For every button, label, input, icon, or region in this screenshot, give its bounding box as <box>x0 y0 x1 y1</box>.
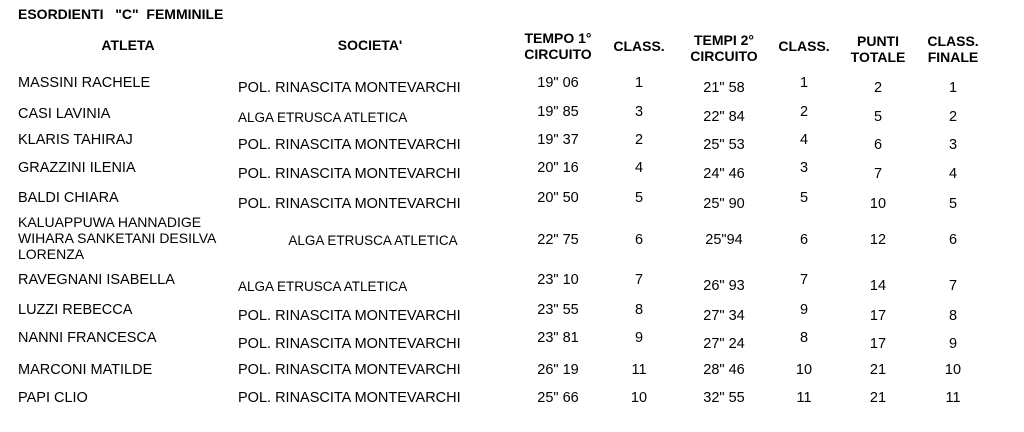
rank-circuit-2: 4 <box>799 132 809 148</box>
rank-circuit-2: 1 <box>799 75 809 91</box>
rank-circuit-2: 6 <box>799 232 809 248</box>
rank-circuit-1: 7 <box>634 272 644 288</box>
athlete-name: RAVEGNANI ISABELLA <box>18 272 175 288</box>
rank-circuit-2: 11 <box>796 390 812 406</box>
athlete-name: NANNI FRANCESCA <box>18 330 157 346</box>
total-points: 21 <box>869 390 887 406</box>
total-points: 12 <box>869 232 887 248</box>
rank-circuit-1: 3 <box>634 104 644 120</box>
athlete-name: LUZZI REBECCA <box>18 302 133 318</box>
total-points: 10 <box>869 196 887 212</box>
rank-circuit-2: 8 <box>799 330 809 346</box>
final-rank: 2 <box>948 109 958 125</box>
rank-circuit-2: 3 <box>799 160 809 176</box>
athlete-name: MASSINI RACHELE <box>18 75 151 91</box>
time-circuit-1: 20" 50 <box>537 190 579 206</box>
rank-circuit-1: 1 <box>634 75 644 91</box>
rank-circuit-2: 2 <box>799 104 809 120</box>
header-tempo1: TEMPO 1° CIRCUITO <box>524 30 592 62</box>
final-rank: 10 <box>944 362 962 378</box>
header-atleta: ATLETA <box>101 37 155 53</box>
rank-circuit-1: 10 <box>630 390 648 406</box>
rank-circuit-1: 6 <box>634 232 644 248</box>
time-circuit-1: 25" 66 <box>537 390 579 406</box>
society-name: ALGA ETRUSCA ATLETICA <box>288 233 458 248</box>
total-points: 17 <box>869 336 887 352</box>
athlete-name: CASI LAVINIA <box>18 106 111 122</box>
time-circuit-1: 23" 10 <box>537 272 579 288</box>
rank-circuit-2: 10 <box>795 362 813 378</box>
header-societa: SOCIETA' <box>337 37 403 53</box>
time-circuit-1: 22" 75 <box>537 232 579 248</box>
final-rank: 3 <box>948 137 958 153</box>
society-name: POL. RINASCITA MONTEVARCHI <box>238 336 461 352</box>
rank-circuit-2: 9 <box>799 302 809 318</box>
athlete-name: KALUAPPUWA HANNADIGE WIHARA SANKETANI DESILVA LORENZA <box>18 214 216 262</box>
header-finale: CLASS. FINALE <box>927 33 979 65</box>
time-circuit-2: 27" 34 <box>703 308 745 324</box>
time-circuit-1: 23" 81 <box>537 330 579 346</box>
rank-circuit-2: 5 <box>799 190 809 206</box>
header-tempi2: TEMPI 2° CIRCUITO <box>690 32 758 64</box>
total-points: 7 <box>873 166 883 182</box>
header-punti: PUNTI TOTALE <box>850 33 906 65</box>
time-circuit-1: 19" 85 <box>537 104 579 120</box>
final-rank: 9 <box>948 336 958 352</box>
page-title: ESORDIENTI "C" FEMMINILE <box>18 6 224 22</box>
time-circuit-1: 23" 55 <box>537 302 579 318</box>
society-name: POL. RINASCITA MONTEVARCHI <box>238 308 461 324</box>
total-points: 14 <box>869 278 887 294</box>
rank-circuit-1: 4 <box>634 160 644 176</box>
total-points: 5 <box>873 109 883 125</box>
final-rank: 5 <box>948 196 958 212</box>
society-name: POL. RINASCITA MONTEVARCHI <box>238 362 461 378</box>
athlete-name: KLARIS TAHIRAJ <box>18 132 133 148</box>
time-circuit-2: 24" 46 <box>703 166 745 182</box>
time-circuit-2: 27" 24 <box>703 336 745 352</box>
rank-circuit-2: 7 <box>799 272 809 288</box>
final-rank: 8 <box>948 308 958 324</box>
society-name: POL. RINASCITA MONTEVARCHI <box>238 166 461 182</box>
time-circuit-2: 25" 90 <box>703 196 745 212</box>
final-rank: 7 <box>948 278 958 294</box>
time-circuit-2: 21" 58 <box>703 80 745 96</box>
time-circuit-2: 26" 93 <box>703 278 745 294</box>
time-circuit-1: 20" 16 <box>537 160 579 176</box>
header-class1: CLASS. <box>613 38 665 54</box>
time-circuit-1: 19" 37 <box>537 132 579 148</box>
time-circuit-1: 26" 19 <box>537 362 579 378</box>
total-points: 21 <box>869 362 887 378</box>
society-name: POL. RINASCITA MONTEVARCHI <box>238 196 461 212</box>
header-class2: CLASS. <box>778 38 830 54</box>
time-circuit-2: 25" 53 <box>703 137 745 153</box>
time-circuit-2: 32" 55 <box>703 390 745 406</box>
total-points: 6 <box>873 137 883 153</box>
time-circuit-2: 22" 84 <box>703 109 745 125</box>
time-circuit-1: 19" 06 <box>537 75 579 91</box>
total-points: 2 <box>873 80 883 96</box>
rank-circuit-1: 2 <box>634 132 644 148</box>
athlete-name: MARCONI MATILDE <box>18 362 153 378</box>
total-points: 17 <box>869 308 887 324</box>
society-name: ALGA ETRUSCA ATLETICA <box>238 279 408 294</box>
final-rank: 6 <box>948 232 958 248</box>
society-name: POL. RINASCITA MONTEVARCHI <box>238 137 461 153</box>
final-rank: 4 <box>948 166 958 182</box>
society-name: POL. RINASCITA MONTEVARCHI <box>238 390 461 406</box>
final-rank: 1 <box>948 80 958 96</box>
society-name: ALGA ETRUSCA ATLETICA <box>238 110 408 125</box>
rank-circuit-1: 9 <box>634 330 644 346</box>
athlete-name: GRAZZINI ILENIA <box>18 160 136 176</box>
rank-circuit-1: 5 <box>634 190 644 206</box>
rank-circuit-1: 11 <box>631 362 647 378</box>
final-rank: 11 <box>945 390 961 406</box>
athlete-name: PAPI CLIO <box>18 390 88 406</box>
time-circuit-2: 25"94 <box>705 232 743 248</box>
athlete-name: BALDI CHIARA <box>18 190 119 206</box>
society-name: POL. RINASCITA MONTEVARCHI <box>238 80 461 96</box>
rank-circuit-1: 8 <box>634 302 644 318</box>
time-circuit-2: 28" 46 <box>703 362 745 378</box>
